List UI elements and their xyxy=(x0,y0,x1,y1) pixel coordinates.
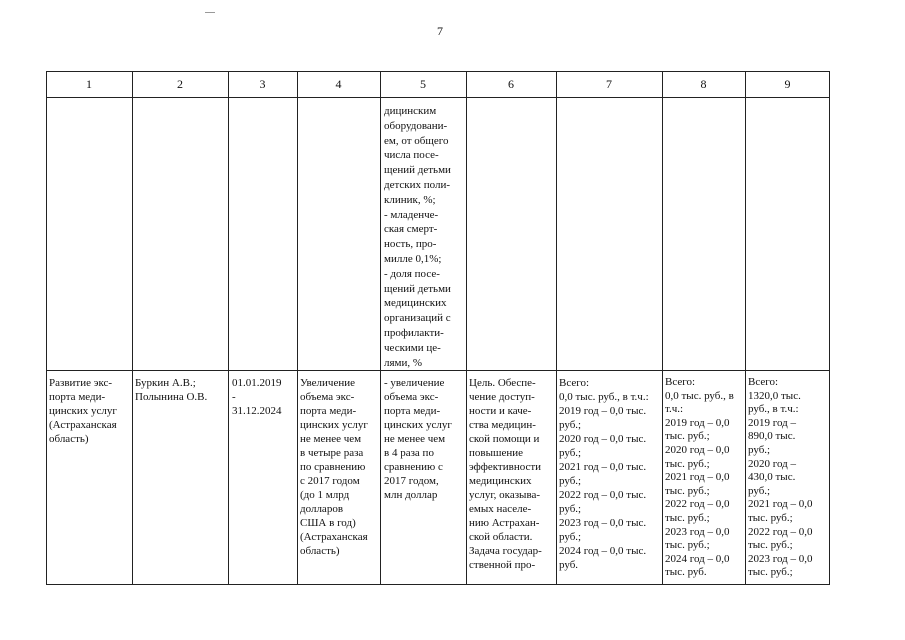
funding-cell-7: Всего: 0,0 тыс. руб., в т.ч.: 2019 год – 0,0 тыс. руб.; 2020 год – 0,0 тыс. руб.; 2021 год – 0,0 тыс. руб.; 2022 год – 0,0 тыс. руб.; 2023 год – 0,0 тыс. руб.; 2024 год – 0,0 тыс. руб. xyxy=(559,377,649,571)
column-divider xyxy=(297,71,298,585)
column-header-9: 9 xyxy=(784,77,791,91)
column-divider xyxy=(466,71,467,585)
scan-artifact xyxy=(205,12,215,13)
column-divider xyxy=(132,71,133,585)
column-divider xyxy=(662,71,663,585)
column-header-8: 8 xyxy=(700,77,707,91)
column-header-1: 1 xyxy=(86,77,92,91)
indicator-cell: - увеличение объема экс- порта меди- цинских услуг не менее чем в 4 раза по сравнению с 2017 годом, млн доллар xyxy=(384,377,452,501)
column-header-7: 7 xyxy=(606,77,612,91)
responsible-cell: Буркин А.В.; Полынина О.В. xyxy=(135,377,208,403)
continuation-indicators: дицинским оборудовани- ем, от общего числа посе- щений детьми детских поли- клиник, %; - младенче- ская смерт- ность, про- милле 0,1%; - доля посе- щений детьми медицинских организаций с профилакти- ческими це- лями, % xyxy=(384,105,451,369)
project-name-cell: Развитие экс- порта меди- цинских услуг (Астраханская область) xyxy=(49,377,117,445)
column-header-2: 2 xyxy=(177,77,183,91)
column-header-5: 5 xyxy=(420,77,426,91)
page-number: 7 xyxy=(437,24,443,38)
column-header-4: 4 xyxy=(335,77,342,91)
column-divider xyxy=(745,71,746,585)
column-divider xyxy=(556,71,557,585)
funding-cell-8: Всего: 0,0 тыс. руб., в т.ч.: 2019 год – 0,0 тыс. руб.; 2020 год – 0,0 тыс. руб.; 2021 год – 0,0 тыс. руб.; 2022 год – 0,0 тыс. руб.; 2023 год – 0,0 тыс. руб.; 2024 год – 0,0 тыс. руб. xyxy=(665,376,734,579)
column-divider xyxy=(228,71,229,585)
column-header-6: 6 xyxy=(508,77,514,91)
program-link-cell: Цель. Обеспе- чение доступ- ности и каче- ства медицин- ской помощи и повышение эффективности медицинских услуг, оказыва- емых населе- нию Астрахан- ской области. Задача государ- ственной про- xyxy=(469,377,542,571)
column-header-3: 3 xyxy=(259,77,266,91)
dates-cell: 01.01.2019 - 31.12.2024 xyxy=(232,377,282,417)
goal-cell: Увеличение объема экс- порта меди- цинских услуг не менее чем в четыре раза по сравнению с 2017 годом (до 1 млрд долларов США в год) (Астраханская область) xyxy=(300,377,368,557)
header-divider xyxy=(46,97,830,98)
funding-cell-9: Всего: 1320,0 тыс. руб., в т.ч.: 2019 год – 890,0 тыс. руб.; 2020 год – 430,0 тыс. руб.; 2021 год – 0,0 тыс. руб.; 2022 год – 0,0 тыс. руб.; 2023 год – 0,0 тыс. руб.; xyxy=(748,376,813,579)
column-divider xyxy=(380,71,381,585)
